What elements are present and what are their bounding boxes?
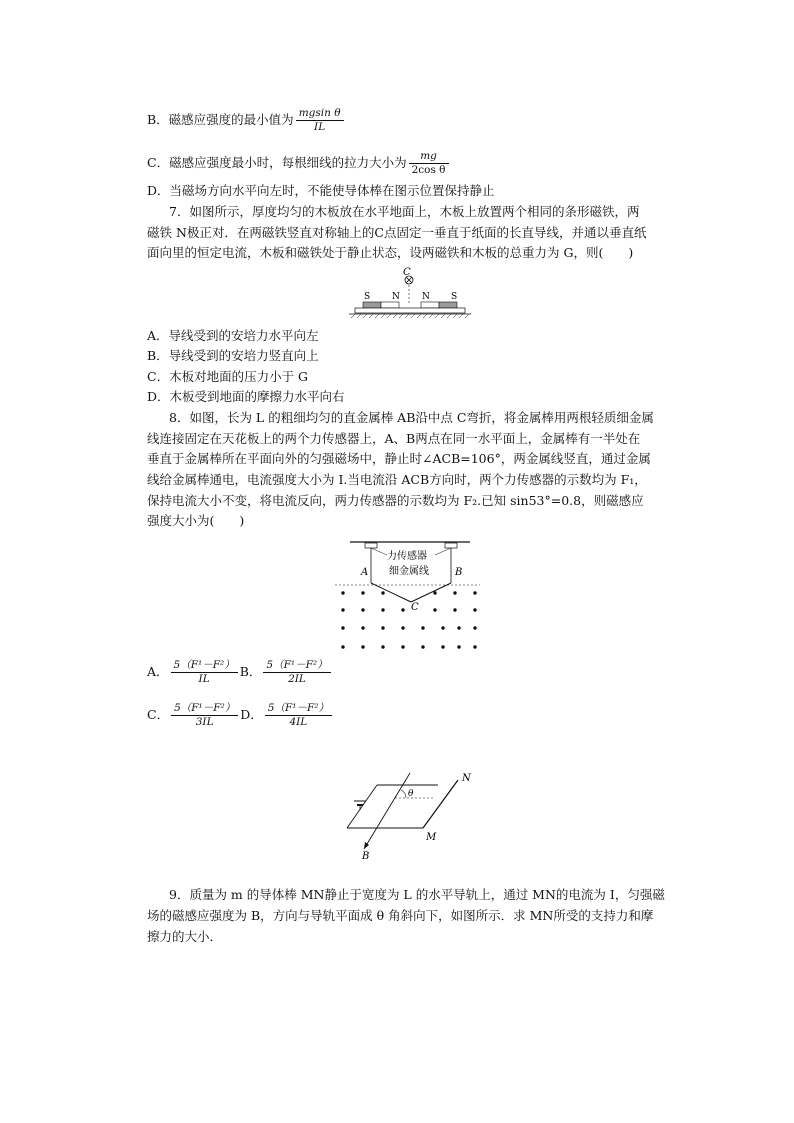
q9-figure-rails (340, 765, 490, 865)
q7-option-a: A．导线受到的安培力水平向左 (147, 328, 319, 343)
q9-rail-left (347, 785, 377, 828)
q8-sensor-right (445, 543, 457, 548)
q7-option-b: B．导线受到的安培力竖直向上 (147, 348, 319, 363)
q7-figure-label-c: C (403, 267, 411, 278)
q8-label-wire: 细金属线 (389, 566, 429, 577)
q7-stem-line-2: 磁铁 N极正对．在两磁铁竖直对称轴上的C点固定一垂直于纸面的长直导线，并通以垂直纸 (147, 225, 647, 240)
q7-magnet1-s: S (364, 292, 371, 302)
q7-wood-board (355, 308, 465, 313)
q7-figure-magnets (345, 262, 475, 324)
q8-option-a-fraction (171, 659, 238, 686)
q8-stem-line-5: 保持电流大小不变，将电流反向，两力传感器的示数均为 F₂.已知 sin53°=0.8，则磁感应 (147, 493, 644, 508)
q7-magnet2-n: N (422, 292, 430, 302)
q8-option-b-numerator: 5（F¹－F²） (263, 659, 330, 673)
q8-stem-line-6: 强度大小为( ) (147, 513, 245, 528)
q7-stem-line-1: 7．如图所示，厚度均匀的木板放在水平地面上，木板上放置两个相同的条形磁铁，两 (169, 204, 640, 219)
q8-stem-line-2: 线连接固定在天花板上的两个力传感器上，A、B两点在同一水平面上，金属棒有一半处在 (147, 431, 641, 446)
q8-option-d-label: D． (240, 707, 263, 722)
q8-options-row-2 (147, 702, 334, 729)
q7-stem-line-3: 面向里的恒定电流，木板和磁铁处于静止状态，设两磁铁和木板的总重力为 G，则( ) (147, 245, 634, 260)
q6-option-c-fraction (409, 150, 449, 177)
q7-option-c: C．木板对地面的压力小于 G (147, 369, 309, 384)
q9-rod-mn (423, 780, 458, 828)
q8-option-c-label: C． (147, 707, 170, 722)
q9-label-theta: θ (408, 789, 414, 799)
q8-option-d-numerator: 5（F¹－F²） (265, 702, 332, 716)
q7-magnet2-s-half (439, 302, 457, 308)
q7-option-d: D．木板受到地面的摩擦力水平向右 (147, 389, 345, 404)
q6-option-c-text: C．磁感应强度最小时，每根细线的拉力大小为 (147, 155, 407, 170)
q7-magnet1-n-half (381, 302, 399, 308)
q9-stem-line-1: 9．质量为 m 的导体棒 MN静止于宽度为 L 的水平导轨上，通过 MN的电流为 I，匀强磁 (169, 887, 665, 902)
q8-option-d-fraction (265, 702, 332, 729)
q8-stem-line-1: 8．如图，长为 L 的粗细均匀的直金属棒 AB沿中点 C弯折，将金属棒用两根轻质细金属 (169, 410, 654, 425)
q8-option-b-fraction (263, 659, 330, 686)
q7-ground-hatching (351, 314, 469, 318)
q8-options-row-1 (147, 659, 333, 686)
q8-option-a-label: A． (147, 664, 169, 679)
q8-option-a-denominator: IL (198, 673, 210, 685)
q6-option-b-numerator: mgsin θ (296, 107, 344, 121)
q6-option-b-fraction (296, 107, 344, 134)
q8-magnetic-field-dots (341, 591, 476, 648)
q9-label-m: M (426, 832, 437, 843)
q8-stem-line-4: 线给金属棒通电，电流强度大小为 I.当电流沿 ACB方向时，两个力传感器的示数均为 F₁， (147, 472, 647, 487)
q8-sensor-left (365, 543, 377, 548)
q9-stem-line-3: 擦力的大小． (147, 929, 223, 944)
q6-option-b-denominator: IL (314, 121, 326, 133)
q8-option-c-fraction (171, 702, 238, 729)
q9-angle-arc (401, 790, 406, 798)
q6-option-d: D．当磁场方向水平向左时，不能使导体棒在图示位置保持静止 (147, 183, 495, 198)
q8-option-b-label: B． (239, 664, 262, 679)
q8-label-a: A (361, 567, 369, 578)
q8-option-c-denominator: 3IL (195, 716, 214, 728)
q6-option-c (147, 150, 449, 177)
q7-magnet1-n: N (392, 292, 400, 302)
q9-field-line-b (364, 773, 410, 849)
q6-option-b-text: B．磁感应强度的最小值为 (147, 112, 294, 127)
q6-option-b (147, 107, 344, 134)
q9-stem-line-2: 场的磁感应强度为 B，方向与导轨平面成 θ 角斜向下，如图所示．求 MN所受的支持力和摩 (147, 908, 654, 923)
q8-rod-cb (411, 583, 451, 602)
q8-rod-ac (371, 583, 411, 602)
q9-label-b: B (362, 851, 370, 862)
q8-sensor-leader-left (371, 548, 387, 555)
q8-figure-bent-rod (335, 535, 485, 655)
q8-stem-line-3: 垂直于金属棒所在平面向外的匀强磁场中，静止时∠ACB=106°，两金属线竖直，通过金属 (147, 451, 651, 466)
q8-option-c-numerator: 5（F¹－F²） (171, 702, 238, 716)
q8-option-a-numerator: 5（F¹－F²） (171, 659, 238, 673)
q8-option-b-denominator: 2IL (288, 673, 306, 685)
q8-label-b: B (455, 567, 463, 578)
q8-label-c: C (411, 602, 419, 613)
q8-option-d-denominator: 4IL (289, 716, 308, 728)
q6-option-c-denominator: 2cos θ (411, 164, 446, 176)
q9-field-arrowhead (364, 842, 369, 849)
q7-magnet2-s: S (451, 292, 458, 302)
q9-label-n: N (462, 773, 471, 784)
q7-magnet2-n-half (421, 302, 439, 308)
q6-option-c-numerator: mg (409, 150, 449, 164)
q8-label-sensor: 力传感器 (387, 551, 427, 562)
q7-magnet1-s-half (363, 302, 381, 308)
q8-sensor-leader-right (435, 548, 451, 555)
